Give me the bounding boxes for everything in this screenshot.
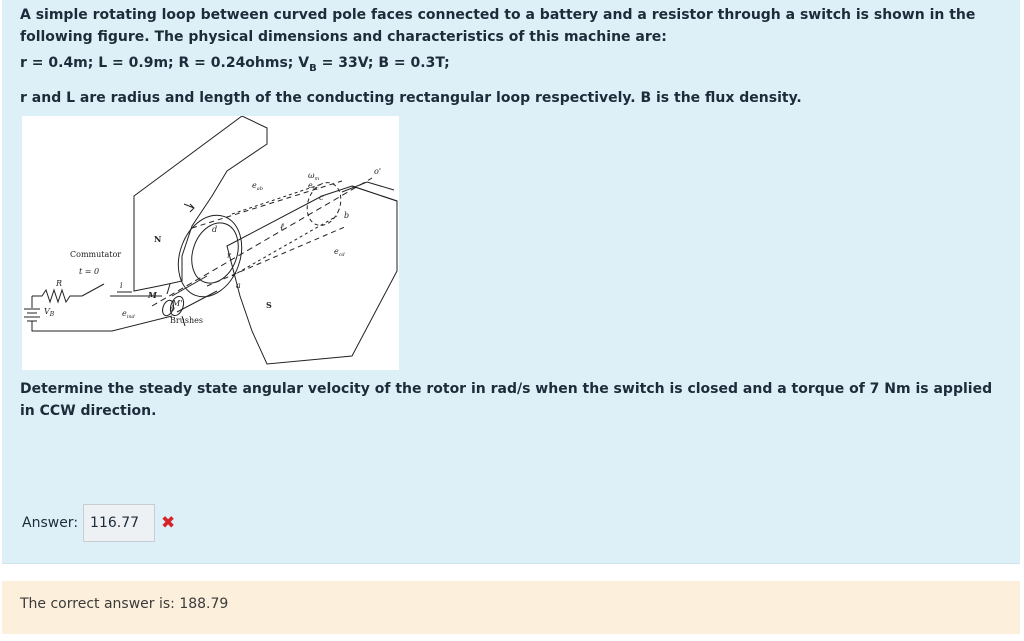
north-pole	[134, 116, 267, 291]
current-label: i	[120, 281, 123, 290]
loop-inner-bottom	[232, 216, 337, 276]
loop-edge-top	[192, 181, 342, 228]
question-panel	[2, 0, 1020, 564]
params-rest: = 33V; B = 0.3T;	[316, 55, 450, 71]
params-line: r = 0.4m; L = 0.9m; R = 0.24ohms; V	[20, 55, 310, 71]
cross-icon: ✖	[161, 513, 176, 533]
correct-answer-text: The correct answer is: 188.79	[20, 596, 229, 612]
question-prompt: Determine the steady state angular velocity of the rotor in rad/s when the switch is closed and a torque of 7 Nm is applied in CCW direction.	[20, 381, 993, 419]
battery-label: $V_B$	[44, 307, 55, 318]
south-label: S	[266, 300, 272, 310]
answer-input[interactable]	[83, 504, 155, 542]
omega-label: $\omega_m$	[308, 171, 320, 182]
length-label: ℓ	[280, 222, 285, 233]
wire-bottom	[32, 316, 172, 331]
brush-m-label: M	[148, 290, 157, 300]
south-pole-top	[352, 186, 397, 201]
loop-b-label: b	[344, 211, 350, 220]
eab-label: $e_{ab}$	[252, 181, 263, 192]
commutator-label: Commutator	[70, 250, 122, 259]
omega-arrow	[184, 204, 194, 212]
resistor-label: R	[56, 279, 63, 288]
question-parameters	[20, 52, 1000, 80]
answer-row	[22, 503, 175, 543]
ecd-label: $e_{cd}$	[334, 247, 345, 258]
loop-a-label: a	[236, 281, 241, 290]
loop-c-label: c	[319, 193, 324, 202]
machine-figure	[22, 116, 399, 370]
axis-o-label: o	[170, 304, 175, 313]
params-sub: B	[309, 62, 317, 74]
shaft-top	[172, 276, 207, 296]
switch-time-label: t = 0	[79, 267, 100, 276]
resistor-symbol	[32, 290, 82, 302]
ebc-label: $e_{bc}$	[308, 181, 319, 192]
battery-symbol	[24, 309, 40, 321]
eind-label: $e_{ind}$	[122, 309, 135, 320]
loop-d-label: d	[212, 225, 218, 234]
switch-blade	[82, 284, 104, 296]
shaft-bottom	[177, 291, 217, 312]
brushes-label: Brushes	[170, 316, 203, 325]
question-definition: r and L are radius and length of the conducting rectangular loop respectively. B is the flux density.	[20, 89, 802, 106]
north-label: N	[154, 234, 162, 244]
axis-o-prime-label: o'	[374, 167, 382, 176]
radius-label: r	[227, 251, 231, 260]
question-text	[20, 4, 1000, 109]
answer-label: Answer:	[22, 515, 79, 531]
machine-diagram	[22, 116, 399, 370]
brush-m-prime-label: M'	[172, 299, 183, 308]
question-intro: A simple rotating loop between curved pole faces connected to a battery and a resistor through a switch is shown in the following figure. The physical dimensions and characteristics of this machine are:	[20, 7, 976, 45]
feedback-panel	[2, 581, 1020, 634]
brush-top	[167, 284, 170, 294]
